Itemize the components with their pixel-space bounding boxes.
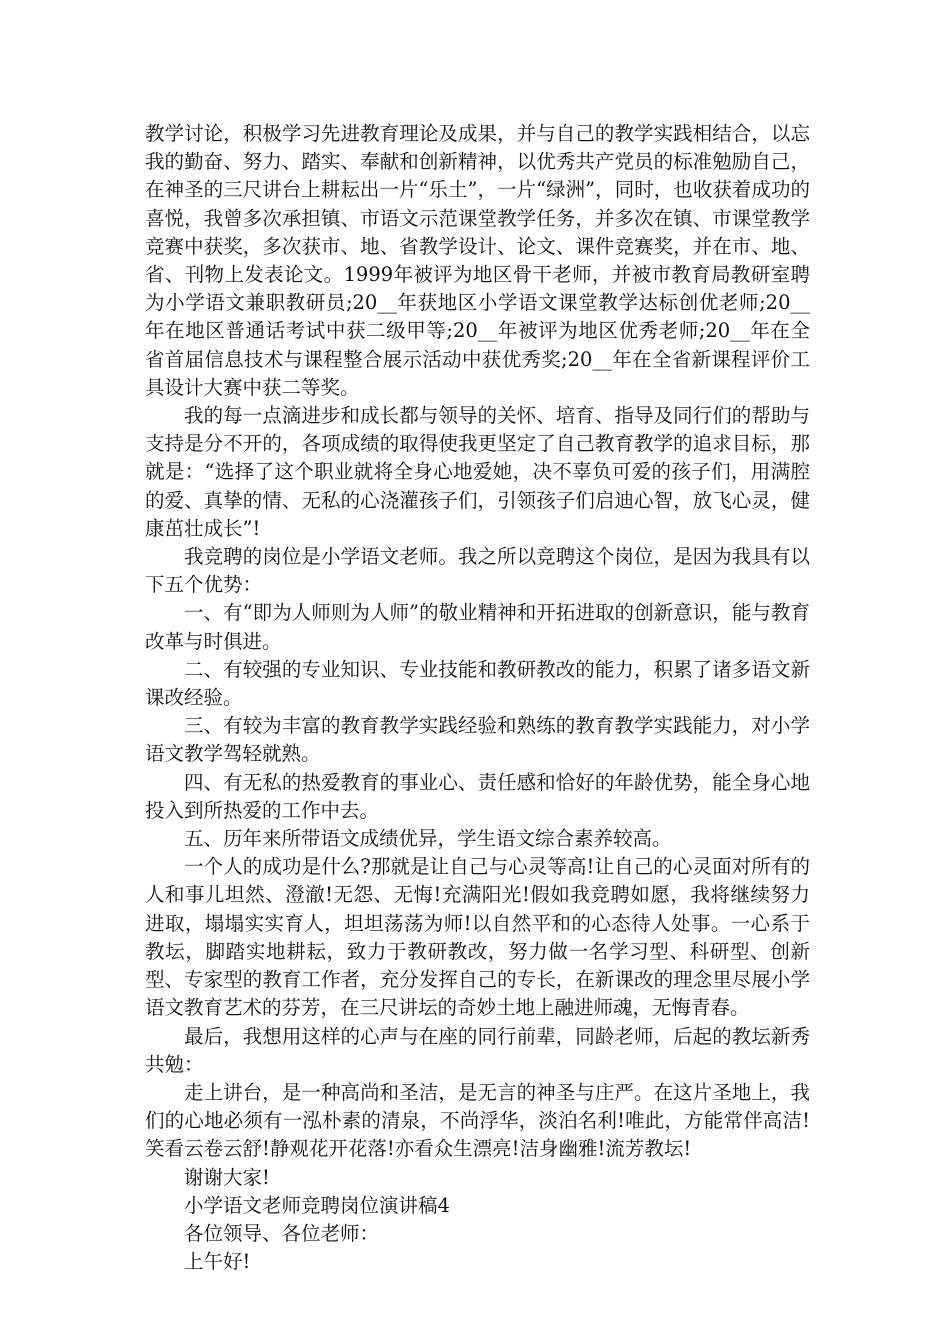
greeting-morning: 上午好! xyxy=(184,1250,251,1274)
paragraph-closing: 最后，我想用这样的心声与在座的同行前辈，同龄老师，后起的教坛新秀共勉： xyxy=(145,1024,810,1076)
paragraph-podium: 走上讲台，是一种高尚和圣洁，是无言的神圣与庄严。在这片圣地上，我们的心地必须有一泓朴素的清泉，不尚浮华，淡泊名利!唯此，方能常伴高洁!笑看云卷云舒!静观花开花落!亦看众生漂亮!洁身幽雅!流芳教坛! xyxy=(145,1080,810,1161)
document-body xyxy=(145,120,810,1276)
section-title: 小学语文老师竞聘岗位演讲稿4 xyxy=(184,1193,450,1217)
paragraph-advantage-3: 三、有较为丰富的教育教学实践经验和熟练的教育教学实践能力，对小学语文教学驾轻就熟。 xyxy=(145,714,810,766)
paragraph-advantage-1: 一、有“即为人师则为人师”的敬业精神和开拓进取的创新意识，能与教育改革与时俱进。 xyxy=(145,601,810,653)
paragraph-advantage-2: 二、有较强的专业知识、专业技能和教研教改的能力，积累了诸多语文新课改经验。 xyxy=(145,657,810,710)
paragraph-advantage-5: 五、历年来所带语文成绩优异，学生语文综合素养较高。 xyxy=(184,827,672,851)
paragraph-advantage-4: 四、有无私的热爱教育的事业心、责任感和恰好的年龄优势，能全身心地投入到所热爱的工作中去。 xyxy=(145,770,810,822)
paragraph-achievements: 教学讨论，积极学习先进教育理论及成果，并与自己的教学实践相结合，以忘我的勤奋、努力、踏实、奉献和创新精神，以优秀共产党员的标准勉励自己，在神圣的三尺讲台上耕耘出一片“乐土”，一片“绿洲”，同时，也收获着成功的喜悦，我曾多次承担镇、市语文示范课堂教学任务，并多次在镇、市课堂教学竞赛中获奖，多次获市、地、省教学设计、论文、课件竞赛奖，并在市、地、省、刊物上发表论文。1999年被评为地区骨干老师，并被市教育局教研室聘为小学语文兼职教研员;20__年获地区小学语文课堂教学达标创优老师;20__年在地区普通话考试中获二级甲等;20__年被评为地区优秀老师;20__年在全省首届信息技术与课程整合展示活动中获优秀奖;20__年在全省新课程评价工具设计大赛中获二等奖。 xyxy=(145,122,810,399)
paragraph-thanks: 谢谢大家! xyxy=(184,1165,270,1189)
paragraph-position: 我竞聘的岗位是小学语文老师。我之所以竞聘这个岗位，是因为我具有以下五个优势： xyxy=(145,545,810,597)
greeting-audience: 各位领导、各位老师： xyxy=(184,1221,380,1245)
paragraph-success: 一个人的成功是什么?那就是让自己与心灵等高!让自己的心灵面对所有的人和事儿坦然、澄澈!无怨、无悔!充满阳光!假如我竞聘如愿，我将继续努力进取，塌塌实实育人，坦坦荡荡为师!以自然平和的心态待人处事。一心系于教坛，脚踏实地耕耘，致力于教研教改，努力做一名学习型、科研型、创新型、专家型的教育工作者，充分发挥自己的专长，在新课改的理念里尽展小学语文教育艺术的芬芳，在三尺讲坛的奇妙土地上融进师魂，无悔青春。 xyxy=(145,855,810,1020)
paragraph-gratitude: 我的每一点滴进步和成长都与领导的关怀、培育、指导及同行们的帮助与支持是分不开的，各项成绩的取得使我更坚定了自己教育教学的追求目标，那就是：“选择了这个职业就将全身心地爱她，决不辜负可爱的孩子们，用满腔的爱、真挚的情、无私的心浇灌孩子们，引领孩子们启迪心智，放飞心灵，健康茁壮成长”! xyxy=(145,404,810,540)
